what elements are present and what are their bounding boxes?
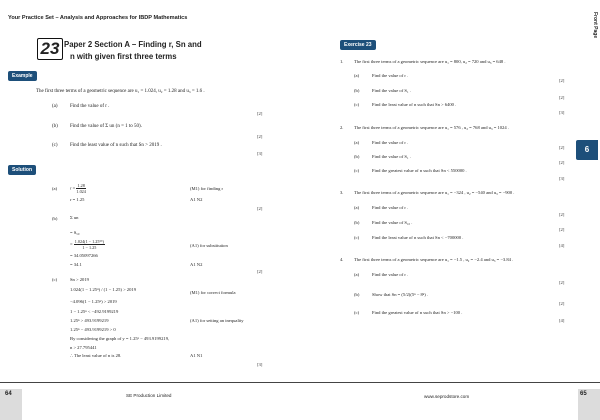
footer-divider xyxy=(0,382,600,383)
q2-a-letter: (a) xyxy=(354,140,360,145)
solution-label: Solution xyxy=(8,165,36,175)
chapter-number: 23 xyxy=(37,38,63,60)
example-part-b-letter: (b) xyxy=(52,124,58,129)
q2-c-marks: [3] xyxy=(559,176,565,181)
solution-c-line: n > 27.795441 xyxy=(70,345,97,350)
q2-a-marks: [2] xyxy=(559,145,565,150)
q4-a-marks: [2] xyxy=(559,280,565,285)
example-part-b-text: Find the value of Σ un (n = 1 to 50). xyxy=(70,124,142,129)
example-part-c-letter: (c) xyxy=(52,143,58,148)
q1-c-text: Find the least value of n such that Sn > 6400 . xyxy=(372,102,457,107)
solution-b-sum: Σ un xyxy=(70,215,79,220)
solution-a-r-den: 1.024 xyxy=(76,189,86,194)
q1-stem: The first three terms of a geometric sequence are u₁ = 800, u₂ = 720 and u₃ = 648 . xyxy=(354,59,506,64)
solution-b-value1: = 34.05097266 xyxy=(70,253,98,258)
q1-b-marks: [2] xyxy=(559,95,565,100)
q3-a-letter: (a) xyxy=(354,205,360,210)
solution-b-note1: (A1) for substitution xyxy=(190,243,228,248)
q4-b-marks: [2] xyxy=(559,301,565,306)
solution-b-frac-num: 1.024(1 − 1.25⁵⁰) xyxy=(74,239,104,244)
q2-b-text: Find the value of S₁ . xyxy=(372,154,411,159)
left-page-number: 64 xyxy=(5,391,12,397)
solution-c-letter: (c) xyxy=(52,277,58,282)
q2-b-marks: [2] xyxy=(559,160,565,165)
q2-number: 2. xyxy=(340,125,344,130)
solution-a-note1: (M1) for finding r xyxy=(190,186,224,191)
right-page-number: 65 xyxy=(580,391,587,397)
solution-b-value2: = 34.1 xyxy=(70,262,82,267)
q4-c-letter: (c) xyxy=(354,310,360,315)
q4-c-marks: [4] xyxy=(559,318,565,323)
solution-c-note3: A1 N1 xyxy=(190,353,203,358)
q1-number: 1. xyxy=(340,59,344,64)
solution-c-line: Sn > 2019 xyxy=(70,277,89,282)
solution-b-letter: (b) xyxy=(52,216,58,221)
q2-c-text: Find the greatest value of n such that Sn < 550000 . xyxy=(372,168,467,173)
right-footer-text: www.seprodstore.com xyxy=(424,394,470,399)
q1-a-marks: [2] xyxy=(559,78,565,83)
q1-c-marks: [3] xyxy=(559,110,565,115)
solution-c-line: −4.096(1 − 1.25ⁿ) > 2019 xyxy=(70,299,117,304)
q1-b-letter: (b) xyxy=(354,88,360,93)
q3-b-marks: [2] xyxy=(559,227,565,232)
solution-c-note1: (M1) for correct formula xyxy=(190,290,236,295)
solution-a-value: r = 1.25 xyxy=(70,197,85,202)
q3-number: 3. xyxy=(340,190,344,195)
exercise-label: Exercise 23 xyxy=(340,40,376,50)
solution-c-line: By considering the graph of y = 1.25ˣ − 493.9199219, xyxy=(70,336,170,341)
q2-b-letter: (b) xyxy=(354,154,360,159)
solution-b-marks: [2] xyxy=(257,269,263,274)
q4-number: 4. xyxy=(340,257,344,262)
q2-a-text: Find the value of r . xyxy=(372,140,409,145)
q4-stem: The first three terms of a geometric sequence are u₁ = −1.5 , u₂ = −2.4 and u₃ = −3.84 . xyxy=(354,257,514,262)
solution-b-frac-den: 1 − 1.25 xyxy=(82,245,97,250)
q3-b-text: Find the value of S₁₀ . xyxy=(372,220,413,225)
front-page-label: Front Page xyxy=(592,12,598,39)
q2-stem: The first three terms of a geometric sequence are u₁ = 576 , u₂ = 768 and u₃ = 1024 . xyxy=(354,125,509,130)
example-part-c-text: Find the least value of n such that Sn > 2019 . xyxy=(70,143,162,148)
left-footer-text: SE Production Limited xyxy=(126,393,172,398)
solution-a-fraction xyxy=(70,183,86,194)
running-header: Your Practice Set – Analysis and Approaches for IBDP Mathematics xyxy=(8,15,188,21)
solution-c-line: 1.024(1 − 1.25ⁿ) / (1 − 1.25) > 2019 xyxy=(70,287,136,292)
solution-c-line: 1.25ⁿ − 493.9199219 > 0 xyxy=(70,327,116,332)
q3-b-letter: (b) xyxy=(354,220,360,225)
q1-a-text: Find the value of r . xyxy=(372,73,409,78)
solution-b-fraction: = $\frac{\text{1.024(1 − 1.25⁵⁰)}}{1 - 1.25}$ xyxy=(70,239,104,250)
q3-c-text: Find the least value of n such that Sn < −700000 . xyxy=(372,235,464,240)
q4-a-letter: (a) xyxy=(354,272,360,277)
q4-b-letter: (b) xyxy=(354,292,360,297)
q1-b-text: Find the value of S₁ . xyxy=(372,88,411,93)
solution-a-marks: [2] xyxy=(257,206,263,211)
chapter-title-line2: n with given first three terms xyxy=(70,52,177,61)
example-part-c-marks: [3] xyxy=(257,151,263,156)
q3-a-text: Find the value of r . xyxy=(372,205,409,210)
q1-c-letter: (c) xyxy=(354,102,360,107)
example-label: Example xyxy=(8,71,37,81)
q4-b-text: Show that Sn = (5/2)(5ⁿ − 8ⁿ) . xyxy=(372,292,429,297)
solution-c-line: 1 − 1.25ⁿ < −492.9199219 xyxy=(70,309,119,314)
q3-stem: The first three terms of a geometric sequence are u₁ = −324 , u₂ = −540 and u₃ = −900 . xyxy=(354,190,515,195)
q4-a-text: Find the value of r . xyxy=(372,272,409,277)
example-part-a-marks: [2] xyxy=(257,111,263,116)
q3-c-letter: (c) xyxy=(354,235,360,240)
q3-c-marks: [4] xyxy=(559,243,565,248)
solution-b-note2: A1 N2 xyxy=(190,262,203,267)
solution-b-s50: = S₅₀ xyxy=(70,230,80,235)
solution-c-note2: (A1) for setting an inequality xyxy=(190,318,244,323)
solution-a-r-num: 1.28 xyxy=(77,183,85,188)
solution-a-letter: (a) xyxy=(52,186,58,191)
q4-c-text: Find the greatest value of n such that Sn > −100 . xyxy=(372,310,463,315)
q3-a-marks: [2] xyxy=(559,212,565,217)
solution-c-line: ∴ The least value of n is 28. xyxy=(70,353,122,358)
chapter-side-tab: 6 xyxy=(576,140,598,160)
q1-a-letter: (a) xyxy=(354,73,360,78)
example-part-b-marks: [2] xyxy=(257,134,263,139)
example-part-a-text: Find the value of r . xyxy=(70,104,110,109)
solution-a-note2: A1 N2 xyxy=(190,197,203,202)
solution-a-r-eq: r = xyxy=(70,185,77,191)
solution-c-line: 1.25ⁿ > 493.9199219 xyxy=(70,318,109,323)
example-intro: The first three terms of a geometric sequence are u₁ = 1.024, u₂ = 1.28 and u₃ = 1.6 . xyxy=(36,89,205,94)
q2-c-letter: (c) xyxy=(354,168,360,173)
chapter-title-line1: Paper 2 Section A – Finding r, Sn and xyxy=(64,40,202,49)
example-part-a-letter: (a) xyxy=(52,104,58,109)
solution-c-marks: [3] xyxy=(257,362,263,367)
